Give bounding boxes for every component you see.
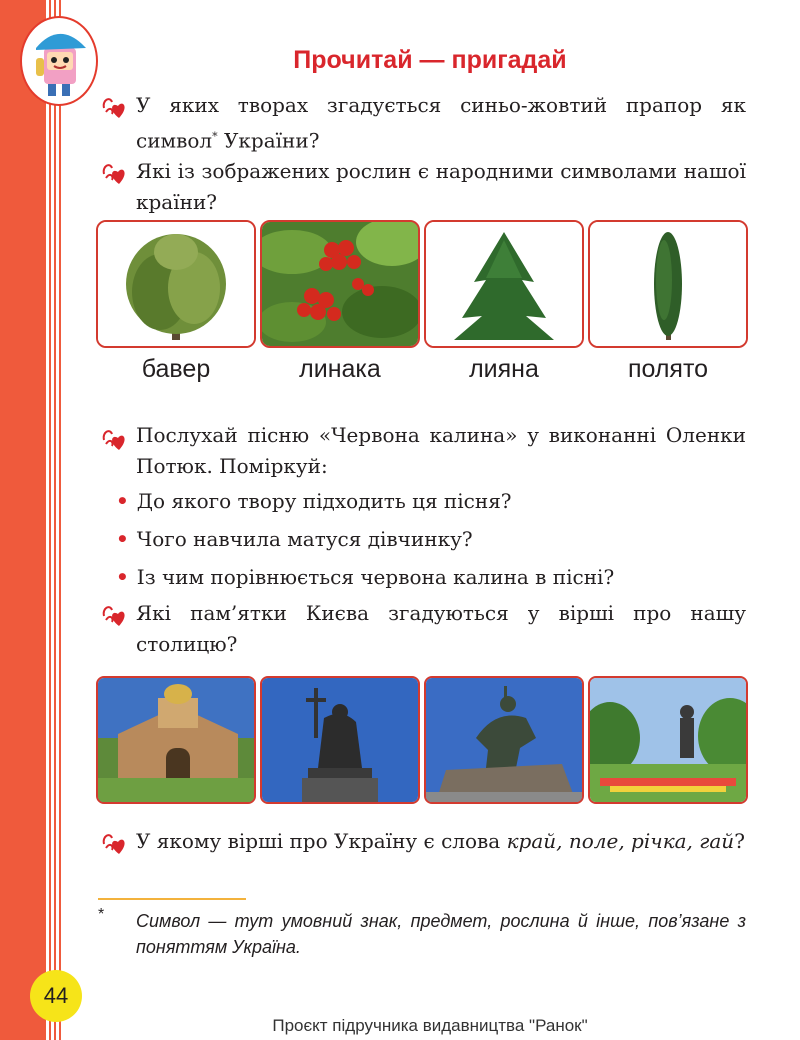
spruce-photo — [424, 220, 584, 348]
plant-caption: бавер — [141, 355, 211, 383]
plant-caption: линака — [299, 355, 381, 383]
footnote-marker: * — [212, 130, 218, 143]
heart-flower-icon — [100, 426, 130, 452]
plant-caption: лияна — [469, 355, 539, 383]
footnote-divider — [98, 898, 246, 900]
question-1-ending: України? — [217, 128, 320, 153]
question-5-text: У якому вірші про Україну є слова — [136, 829, 507, 853]
question-1 — [136, 90, 746, 157]
heart-flower-icon — [100, 830, 130, 856]
heart-flower-icon — [100, 160, 130, 186]
bullet-text: До якого твору підходить ця пісня? — [136, 489, 512, 513]
footnote-text: Символ — тут умовний знак, предмет, рослина й інше, пов’язане з поняттям Україна. — [136, 911, 746, 957]
page-title: Прочитай — пригадай — [293, 46, 567, 74]
question-5-keywords: край, поле, річка, гай — [506, 829, 735, 853]
bullet-item: • Із чим порівнюється червона калина в пісні? — [116, 565, 615, 589]
bullet-text: Із чим порівнюється червона калина в пісні? — [136, 565, 615, 589]
question-4: Які пам’ятки Києва згадуються у вірші про нашу столицю? — [136, 601, 746, 656]
question-2: Які із зображених рослин є народними символами нашої країни? — [136, 159, 746, 214]
volodymyr-monument-photo — [260, 676, 420, 804]
page-number-badge: 44 — [30, 970, 82, 1022]
sidebar-stripes — [44, 0, 64, 1040]
publisher-footer: Проєкт підручника видавництва "Ранок" — [272, 1016, 588, 1035]
footnote-star: * — [98, 906, 105, 923]
question-5-ending: ? — [734, 829, 745, 853]
bullet-text: Чого навчила матуся дівчинку? — [136, 527, 473, 551]
bullet-item: • Чого навчила матуся дівчинку? — [116, 527, 473, 551]
bullet-item: • До якого твору підходить ця пісня? — [116, 489, 512, 513]
golden-gate-photo — [96, 676, 256, 804]
shevchenko-monument-photo — [588, 676, 748, 804]
plant-caption: полято — [627, 355, 709, 383]
question-1-text: У яких творах згадується синьо-жовтий прапор як символ — [136, 93, 746, 153]
poplar-photo — [588, 220, 748, 348]
khmelnytsky-monument-photo — [424, 676, 584, 804]
willow-photo — [96, 220, 256, 348]
question-5 — [136, 826, 746, 857]
heart-flower-icon — [100, 94, 130, 120]
question-3: Послухай пісню «Червона калина» у виконанні Оленки Потюк. Поміркуй: — [136, 423, 746, 478]
viburnum-photo — [260, 220, 420, 348]
page-sidebar — [0, 0, 44, 1040]
heart-flower-icon — [100, 602, 130, 628]
